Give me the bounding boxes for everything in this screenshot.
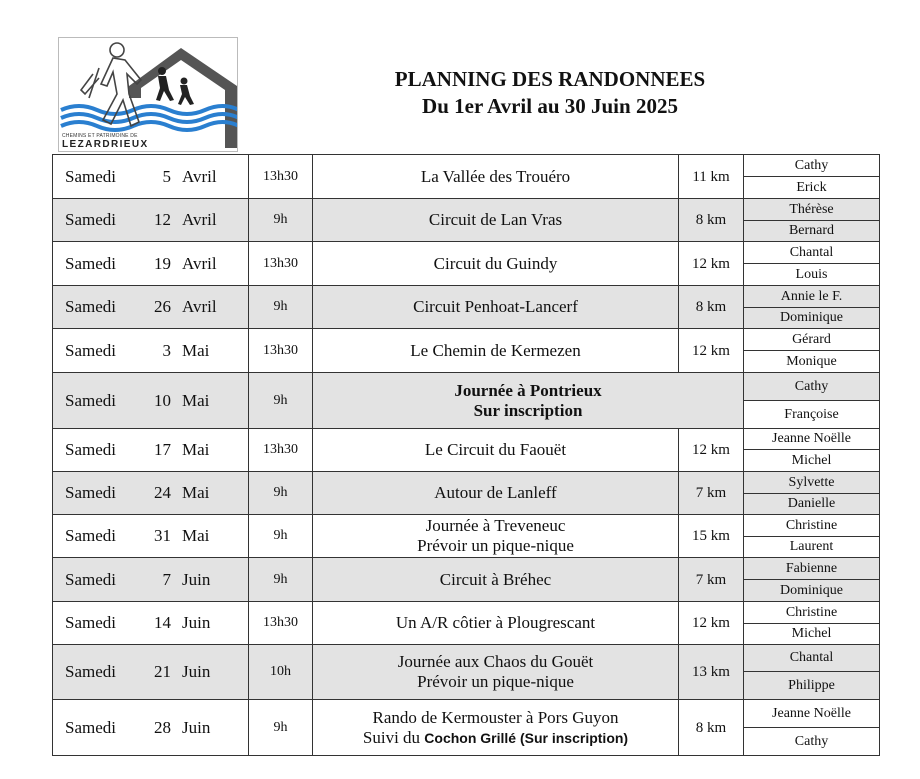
route-note xyxy=(313,672,678,692)
route-note xyxy=(313,728,678,748)
route-cell xyxy=(313,429,679,472)
leader-first: Annie le F. xyxy=(744,286,880,308)
schedule-row xyxy=(53,558,880,580)
month-name: Juin xyxy=(182,613,211,632)
day-number: 24 xyxy=(154,483,171,502)
month-name: Mai xyxy=(182,340,210,360)
route-cell xyxy=(313,472,679,515)
date-cell xyxy=(53,472,249,515)
start-time: 9h xyxy=(249,286,313,329)
start-time: 9h xyxy=(249,558,313,602)
month-name: Avril xyxy=(182,166,217,186)
leader-second: Erick xyxy=(744,177,880,199)
route-name: Journée à Pontrieux xyxy=(454,380,602,400)
route-note-text: Suivi du xyxy=(362,727,425,747)
route-cell xyxy=(313,286,679,329)
leader-second: Louis xyxy=(744,264,880,286)
route-cell xyxy=(313,515,679,558)
distance: 7 km xyxy=(679,472,744,515)
schedule-row xyxy=(53,515,880,537)
month-name: Juin xyxy=(182,717,211,737)
distance: 13 km xyxy=(679,645,744,700)
day-name: Samedi xyxy=(65,569,116,589)
route-note xyxy=(313,536,678,556)
hike-schedule-table xyxy=(52,154,880,756)
day-name: Samedi xyxy=(65,210,116,229)
distance: 11 km xyxy=(679,155,744,199)
leader-first: Christine xyxy=(744,602,880,624)
route-cell xyxy=(313,242,679,286)
day-name: Samedi xyxy=(65,253,116,273)
leader-second: Michel xyxy=(744,624,880,645)
leader-first: Jeanne Noëlle xyxy=(744,700,880,728)
schedule-row xyxy=(53,242,880,264)
day-number: 12 xyxy=(154,210,171,229)
leader-first: Cathy xyxy=(744,155,880,177)
month-name: Mai xyxy=(182,526,210,545)
distance: 12 km xyxy=(679,329,744,373)
leader-second: Philippe xyxy=(744,672,880,700)
route-name: Le Circuit du Faouët xyxy=(424,440,567,459)
schedule-row xyxy=(53,199,880,221)
leader-second: Dominique xyxy=(744,308,880,329)
route-name: Le Chemin de Kermezen xyxy=(410,340,581,360)
date-cell xyxy=(53,429,249,472)
route-note xyxy=(313,401,743,421)
start-time: 9h xyxy=(249,373,313,429)
day-number: 14 xyxy=(154,613,171,632)
distance: 8 km xyxy=(679,199,744,242)
date-cell xyxy=(53,286,249,329)
route-name: Circuit Penhoat-Lancerf xyxy=(413,297,578,316)
month-name: Avril xyxy=(182,210,217,229)
date-cell xyxy=(53,242,249,286)
leader-first: Chantal xyxy=(744,645,880,672)
leader-first: Cathy xyxy=(744,373,880,401)
route-name: Journée aux Chaos du Gouët xyxy=(397,652,594,671)
route-note-highlight: Cochon Grillé (Sur inscription) xyxy=(424,729,629,746)
schedule-row xyxy=(53,429,880,450)
day-number: 31 xyxy=(154,526,171,545)
route-cell xyxy=(313,558,679,602)
date-cell xyxy=(53,155,249,199)
leader-first: Thérèse xyxy=(744,199,880,221)
start-time: 13h30 xyxy=(249,429,313,472)
logo-caption-name: LEZARDRIEUX xyxy=(62,139,149,150)
month-name: Mai xyxy=(182,390,210,410)
leader-second: Laurent xyxy=(744,537,880,558)
route-name: La Vallée des Trouéro xyxy=(420,166,571,186)
month-name: Juin xyxy=(182,662,211,681)
leader-second: Danielle xyxy=(744,494,880,515)
route-cell xyxy=(313,155,679,199)
leader-first: Jeanne Noëlle xyxy=(744,429,880,450)
month-name: Juin xyxy=(182,569,211,589)
day-name: Samedi xyxy=(65,483,116,502)
page-title xyxy=(330,66,770,120)
leader-second: Dominique xyxy=(744,580,880,602)
date-cell xyxy=(53,199,249,242)
distance: 8 km xyxy=(679,700,744,756)
date-cell xyxy=(53,602,249,645)
day-number: 26 xyxy=(154,297,171,316)
day-number: 10 xyxy=(154,390,171,410)
schedule-row xyxy=(53,700,880,728)
month-name: Avril xyxy=(182,297,217,316)
distance: 12 km xyxy=(679,242,744,286)
title-line-1: PLANNING DES RANDONNEES xyxy=(394,67,706,91)
club-logo xyxy=(58,37,238,152)
day-name: Samedi xyxy=(65,166,116,186)
date-cell xyxy=(53,329,249,373)
title-line-2: Du 1er Avril au 30 Juin 2025 xyxy=(422,94,678,118)
start-time: 9h xyxy=(249,700,313,756)
day-name: Samedi xyxy=(65,340,116,360)
distance: 7 km xyxy=(679,558,744,602)
route-note-text: Sur inscription xyxy=(473,400,583,420)
route-name: Un A/R côtier à Plougrescant xyxy=(395,613,596,632)
distance: 15 km xyxy=(679,515,744,558)
schedule-row xyxy=(53,329,880,351)
day-number: 7 xyxy=(162,569,171,589)
leader-first: Christine xyxy=(744,515,880,537)
leader-second: Cathy xyxy=(744,728,880,756)
distance: 8 km xyxy=(679,286,744,329)
route-cell xyxy=(313,602,679,645)
route-cell xyxy=(313,700,679,756)
route-cell xyxy=(313,373,744,429)
schedule-row xyxy=(53,472,880,494)
day-name: Samedi xyxy=(65,662,116,681)
leader-first: Gérard xyxy=(744,329,880,351)
start-time: 9h xyxy=(249,472,313,515)
day-name: Samedi xyxy=(65,717,116,737)
day-name: Samedi xyxy=(65,613,116,632)
leader-second: Françoise xyxy=(744,401,880,429)
month-name: Avril xyxy=(182,253,217,273)
route-name: Circuit du Guindy xyxy=(433,253,558,273)
leader-second: Michel xyxy=(744,450,880,472)
start-time: 13h30 xyxy=(249,242,313,286)
day-name: Samedi xyxy=(65,440,116,459)
route-name: Circuit à Bréhec xyxy=(439,569,552,589)
route-cell xyxy=(313,199,679,242)
schedule-row xyxy=(53,645,880,672)
day-number: 3 xyxy=(162,340,171,360)
day-number: 5 xyxy=(162,166,171,186)
distance: 12 km xyxy=(679,429,744,472)
date-cell xyxy=(53,645,249,700)
leader-first: Sylvette xyxy=(744,472,880,494)
leader-second: Monique xyxy=(744,351,880,373)
start-time: 13h30 xyxy=(249,329,313,373)
route-name: Autour de Lanleff xyxy=(434,483,557,502)
day-number: 28 xyxy=(154,717,171,737)
date-cell xyxy=(53,373,249,429)
schedule-row xyxy=(53,286,880,308)
day-number: 19 xyxy=(154,253,171,273)
logo-caption-small: CHEMINS ET PATRIMOINE DE xyxy=(62,133,138,139)
leader-second: Bernard xyxy=(744,221,880,242)
start-time: 13h30 xyxy=(249,602,313,645)
day-name: Samedi xyxy=(65,526,116,545)
start-time: 10h xyxy=(249,645,313,700)
day-number: 17 xyxy=(154,440,171,459)
date-cell xyxy=(53,700,249,756)
leader-first: Fabienne xyxy=(744,558,880,580)
month-name: Mai xyxy=(182,483,210,502)
route-name: Rando de Kermouster à Pors Guyon xyxy=(372,707,619,727)
route-name: Circuit de Lan Vras xyxy=(428,210,563,229)
day-name: Samedi xyxy=(65,297,116,316)
route-cell xyxy=(313,645,679,700)
date-cell xyxy=(53,515,249,558)
distance: 12 km xyxy=(679,602,744,645)
route-note-text: Prévoir un pique-nique xyxy=(417,536,574,555)
start-time: 9h xyxy=(249,515,313,558)
leader-first: Chantal xyxy=(744,242,880,264)
schedule-row xyxy=(53,373,880,401)
start-time: 13h30 xyxy=(249,155,313,199)
month-name: Mai xyxy=(182,440,210,459)
route-note-text: Prévoir un pique-nique xyxy=(417,672,574,691)
route-name: Journée à Treveneuc xyxy=(425,516,566,535)
schedule-row xyxy=(53,155,880,177)
schedule-row xyxy=(53,602,880,624)
day-name: Samedi xyxy=(65,390,116,410)
day-number: 21 xyxy=(154,662,171,681)
route-cell xyxy=(313,329,679,373)
date-cell xyxy=(53,558,249,602)
start-time: 9h xyxy=(249,199,313,242)
